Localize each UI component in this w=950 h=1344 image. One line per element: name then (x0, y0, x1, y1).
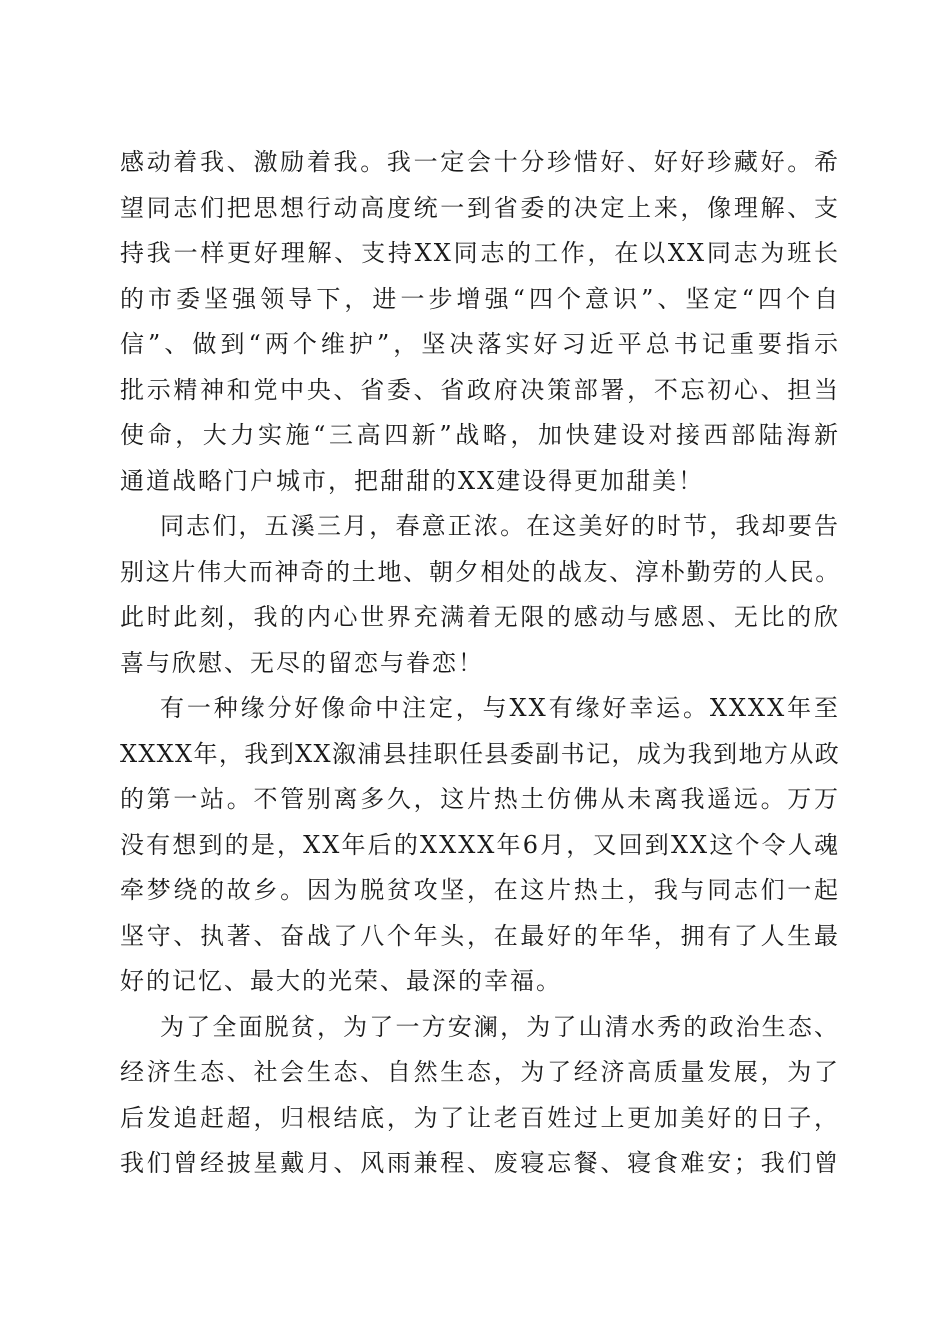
text-line: 望同志们把思想行动高度统一到省委的决定上来，像理解、支 (120, 193, 840, 222)
text-line: 好的记忆、最大的光荣、最深的幸福。 (120, 967, 562, 995)
text-line: 没有想到的是，XX年后的XXXX年6月，又回到XX这个令人魂 (120, 830, 840, 859)
text-line: 信”、做到“两个维护”，坚决落实好习近平总书记重要指示 (120, 330, 840, 358)
text-line: 此时此刻，我的内心世界充满着无限的感动与感恩、无比的欣 (120, 603, 840, 631)
text-line: 的第一站。不管别离多久，这片热土仿佛从未离我遥远。万万 (120, 785, 840, 813)
text-line: 持我一样更好理解、支持XX同志的工作，在以XX同志为班长 (120, 239, 840, 267)
text-line: 别这片伟大而神奇的土地、朝夕相处的战友、淳朴勤劳的人民。 (120, 557, 841, 586)
text-line: 的市委坚强领导下，进一步增强“四个意识”、坚定“四个自 (120, 284, 840, 313)
text-line: 批示精神和党中央、省委、省政府决策部署，不忘初心、担当 (120, 375, 840, 404)
text-line: 同志们，五溪三月，春意正浓。在这美好的时节，我却要告 (160, 512, 840, 540)
text-line: 有一种缘分好像命中注定，与XX有缘好幸运。XXXX年至 (160, 694, 840, 722)
text-line: 通道战略门户城市，把甜甜的XX建设得更加甜美！ (120, 466, 705, 495)
text-line: 为了全面脱贫，为了一方安澜，为了山清水秀的政治生态、 (160, 1012, 840, 1041)
text-line: 后发追赶超，归根结底，为了让老百姓过上更加美好的日子， (120, 1103, 840, 1132)
text-line: 牵梦绕的故乡。因为脱贫攻坚，在这片热土，我与同志们一起 (120, 876, 840, 904)
text-line: 坚守、执著、奋战了八个年头，在最好的年华，拥有了人生最 (120, 921, 840, 950)
text-line: 我们曾经披星戴月、风雨兼程、废寝忘餐、寝食难安；我们曾 (120, 1149, 840, 1177)
text-line: 喜与欣慰、无尽的留恋与眷恋！ (120, 648, 484, 677)
text-line: 经济生态、社会生态、自然生态，为了经济高质量发展，为了 (120, 1058, 840, 1086)
text-line: 感动着我、激励着我。我一定会十分珍惜好、好好珍藏好。希 (120, 148, 840, 176)
document-body (120, 140, 840, 1187)
text-line: 使命，大力实施“三高四新”战略，加快建设对接西部陆海新 (120, 421, 840, 449)
text-line: XXXX年，我到XX溆浦县挂职任县委副书记，成为我到地方从政 (120, 739, 840, 768)
